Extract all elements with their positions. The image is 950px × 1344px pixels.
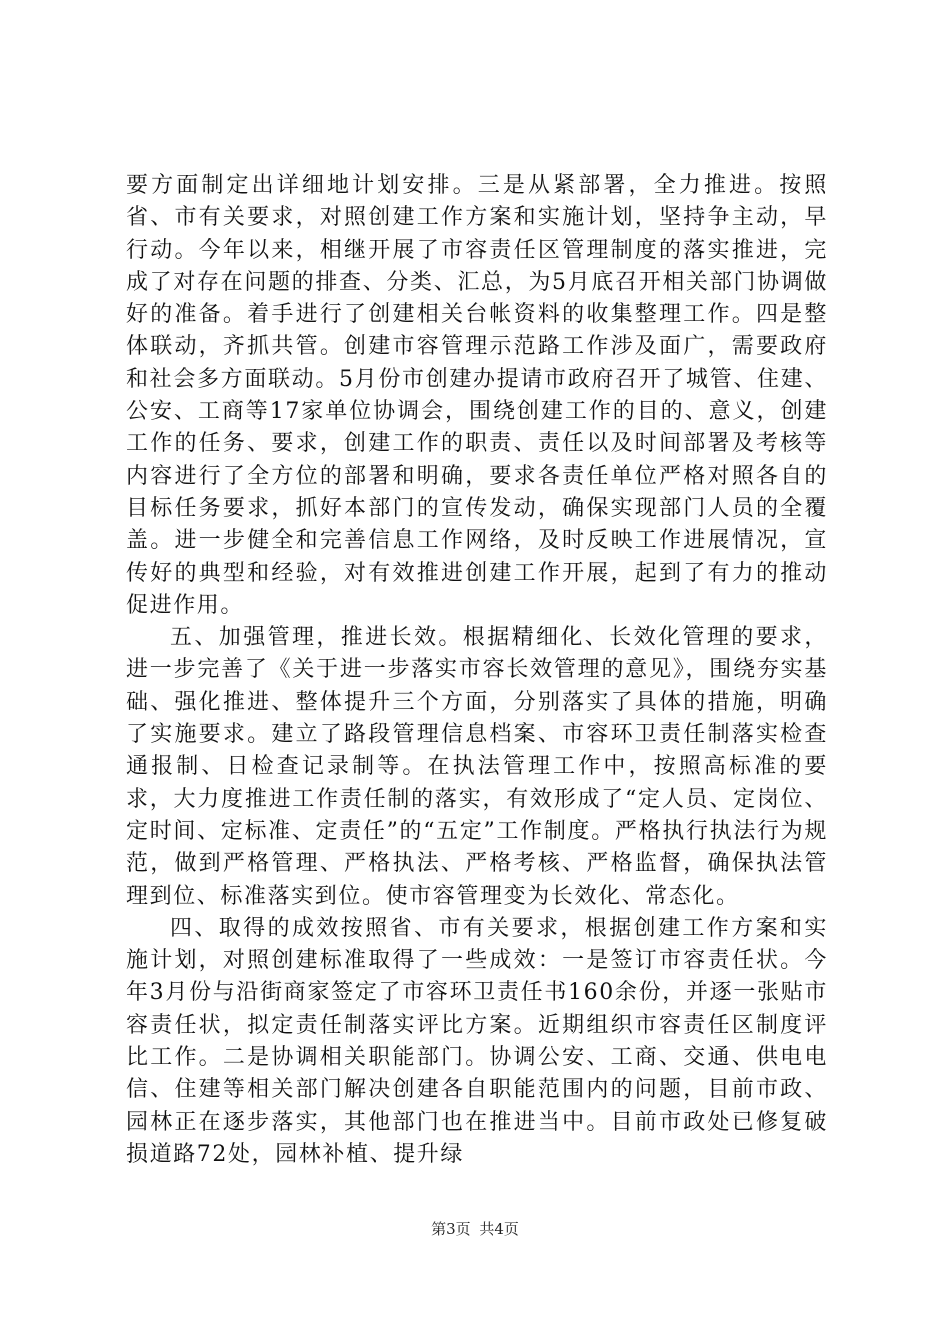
paragraph-1: 要方面制定出详细地计划安排。三是从紧部署，全力推进。按照省、市有关要求，对照创建工作方案和实施计划，坚持争主动，早行动。今年以来，相继开展了市容责任区管理制度的落实推进，完成了对存在问题的排查、分类、汇总，为5月底召开相关部门协调做好的准备。着手进行了创建相关台帐资料的收集整理工作。四是整体联动，齐抓共管。创建市容管理示范路工作涉及面广，需要政府和社会多方面联动。5月份市创建办提请市政府召开了城管、住建、公安、工商等17家单位协调会，围绕创建工作的目的、意义，创建工作的任务、要求，创建工作的职责、责任以及时间部署及考核等内容进行了全方位的部署和明确，要求各责任单位严格对照各自的目标任务要求，抓好本部门的宣传发动，确保实现部门人员的全覆盖。进一步健全和完善信息工作网络，及时反映工作进展情况，宣传好的典型和经验，对有效推进创建工作开展，起到了有力的推动促进作用。 [126, 173, 828, 618]
document-body [126, 170, 828, 1171]
paragraph-2: 五、加强管理，推进长效。根据精细化、长效化管理的要求，进一步完善了《关于进一步落实市容长效管理的意见》，围绕夯实基础、强化推进、整体提升三个方面，分别落实了具体的措施，明确了实施要求。建立了路段管理信息档案、市容环卫责任制落实检查通报制、日检查记录制等。在执法管理工作中，按照高标准的要求，大力度推进工作责任制的落实，有效形成了“定人员、定岗位、定时间、定标准、定责任”的“五定”工作制度。严格执行执法行为规范，做到严格管理、严格执法、严格考核、严格监督，确保执法管理到位、标准落实到位。使市容管理变为长效化、常态化。 [126, 625, 828, 909]
page-total: 共4页 [479, 1220, 519, 1238]
paragraph-3: 四、取得的成效按照省、市有关要求，根据创建工作方案和实施计划，对照创建标准取得了一些成效：一是签订市容责任状。今年3月份与沿街商家签定了市容环卫责任书160余份，并逐一张贴市容责任状，拟定责任制落实评比方案。近期组织市容责任区制度评比工作。二是协调相关职能部门。协调公安、工商、交通、供电电信、住建等相关部门解决创建各自职能范围内的问题，目前市政、园林正在逐步落实，其他部门也在推进当中。目前市政处已修复破损道路72处，园林补植、提升绿 [126, 915, 828, 1167]
page-footer [0, 1218, 950, 1239]
page-number: 第3页 [431, 1220, 471, 1238]
